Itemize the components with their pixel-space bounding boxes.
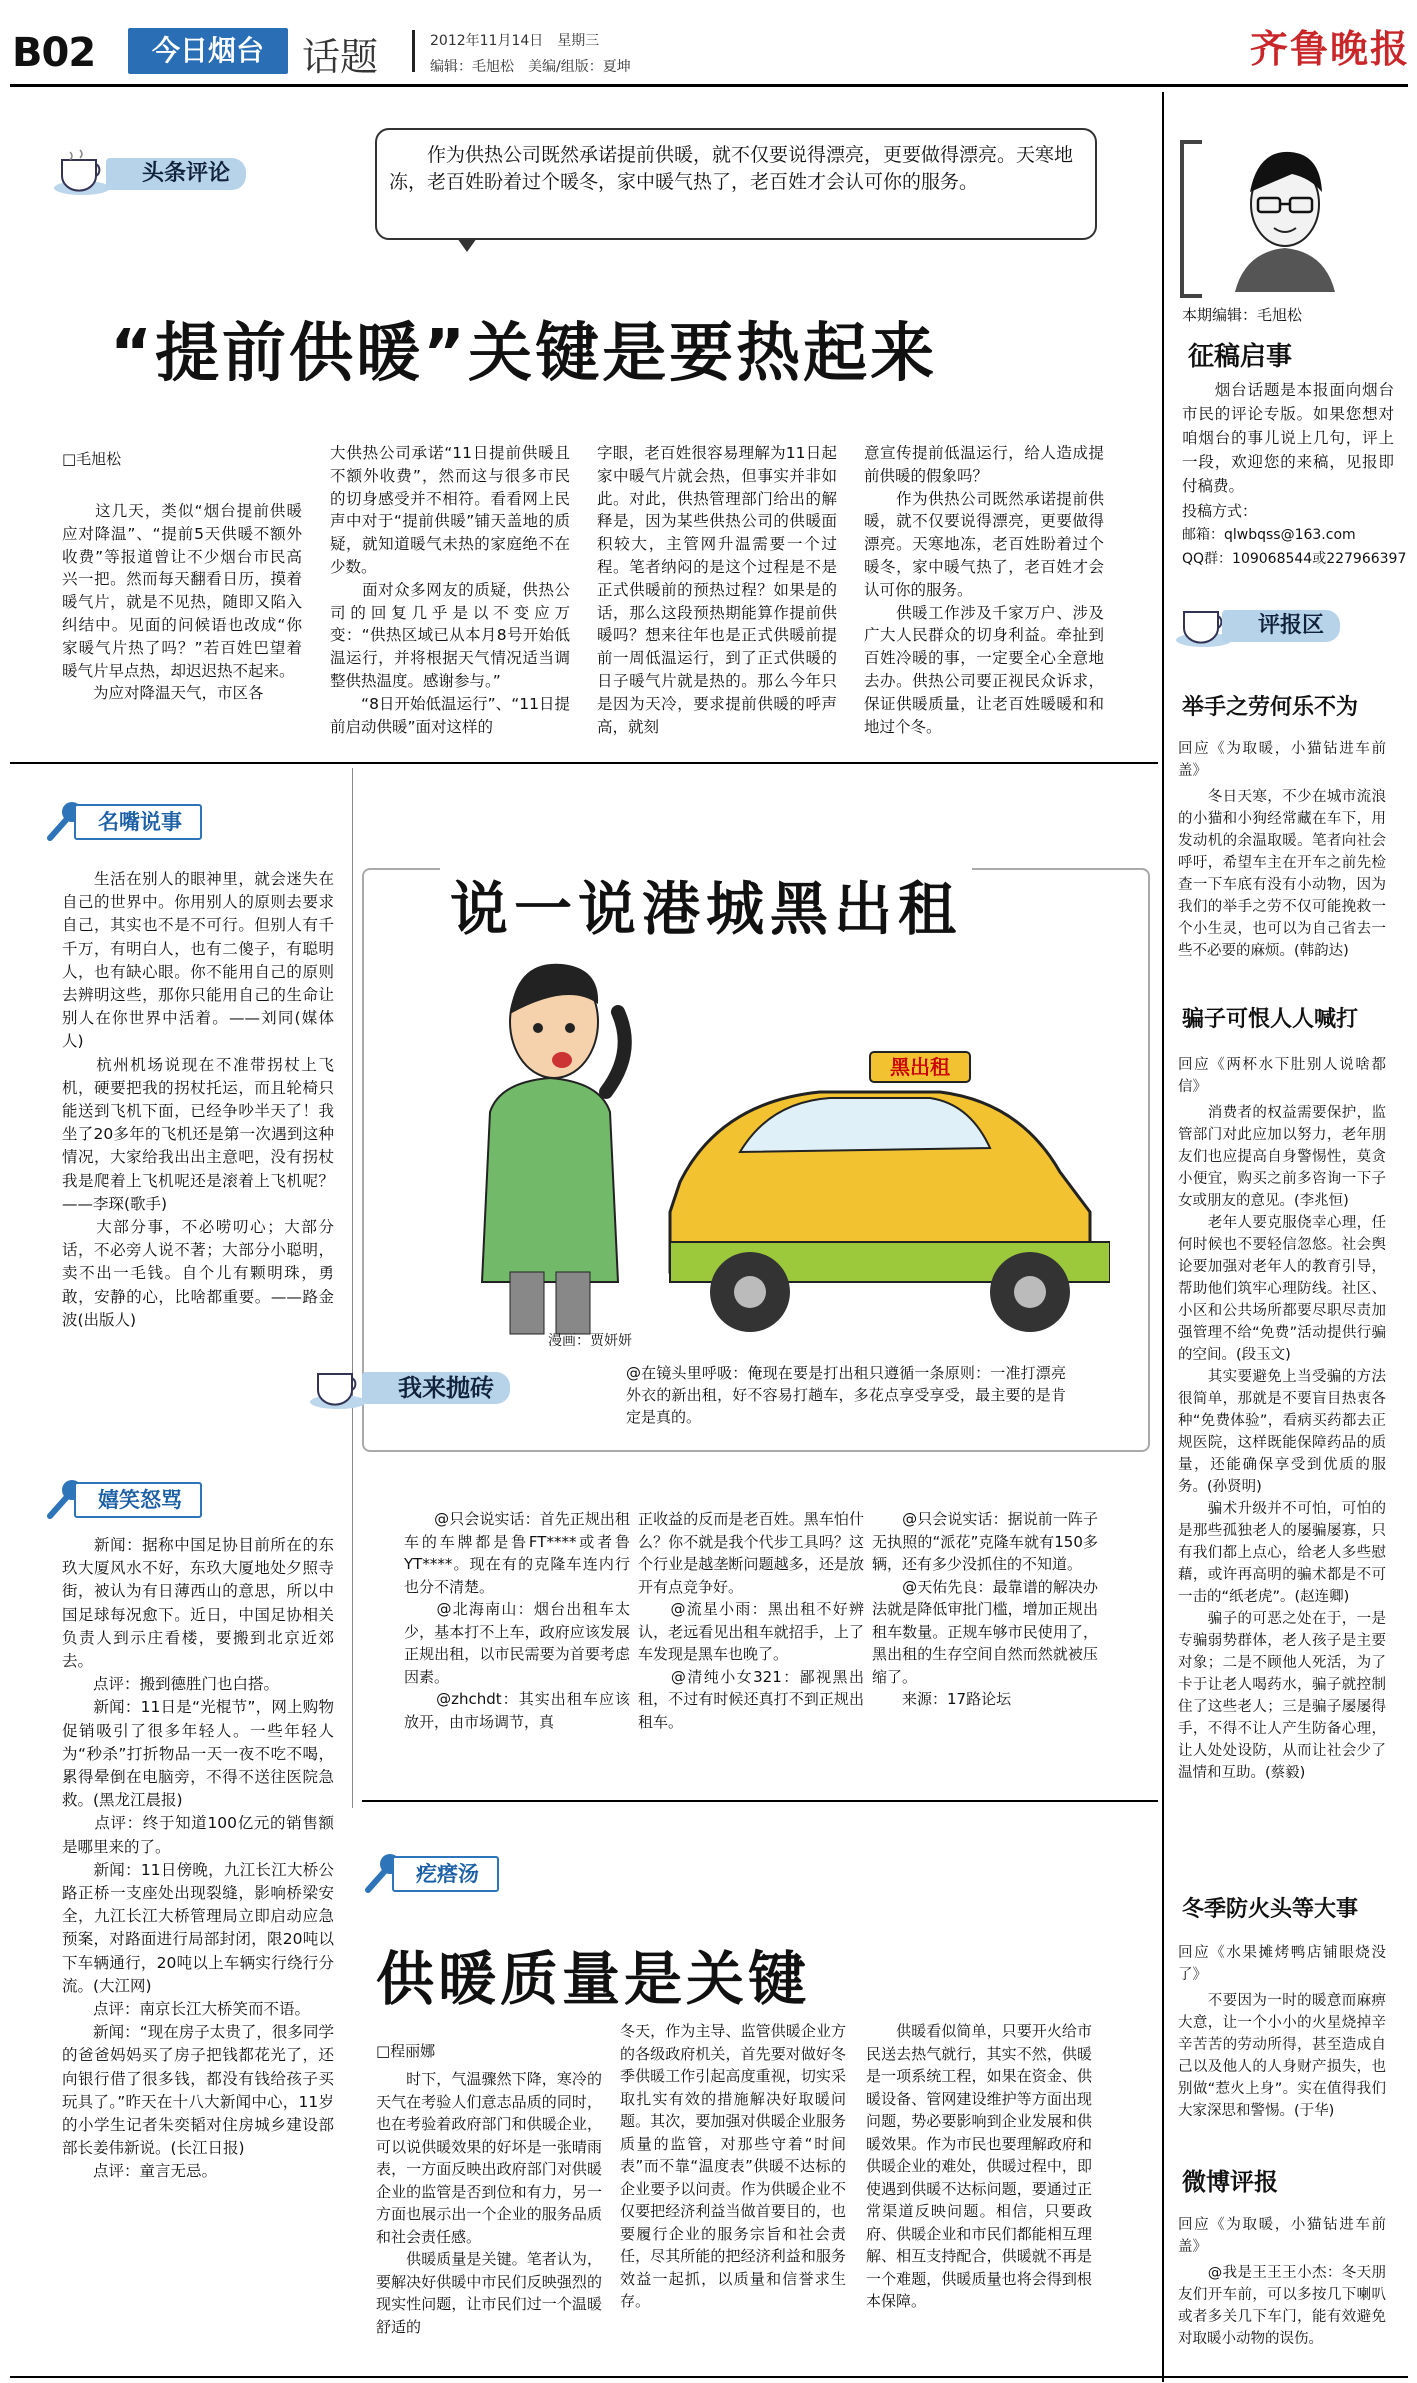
editor-portrait (1180, 132, 1396, 292)
section-rule (10, 762, 1158, 764)
heating-col-1: 时下，气温骤然下降，寒冷的天气在考验人们意志品质的同时，也在考验着政府部门和供暖企业，可以说供暖效果的好坏是一张晴雨表，一方面反映出政府部门对供暖企业的监管是否到位和有力，另一方面也展示出一个企业的服务品质和社会责任感。 供暖质量是关键。笔者认为，要解决好供暖中市民们反映强烈的现实性问题，让市民们过一个温暖舒适的 (376, 2070, 602, 2336)
heating-col-3: 供暖看似简单，只要开火给市民送去热气就行，其实不然，供暖是一项系统工程，如果在资金、供暖设备、管网建设维护等方面出现问题，势必要影响到企业发展和供暖效果。作为市民也要理解政府和供暖企业的难处，供暖过程中，即使遇到供暖不达标问题，要通过正常渠道反映问题。相信，只要政府、供暖企业和市民们都能相互理解、相互支持配合，供暖就不再是一个难题，供暖质量也将会得到根本保障。 (866, 2022, 1092, 2310)
review-body-3: 不要因为一时的暖意而麻痹大意，让一个小小的火星烧掉辛辛苦苦的劳动所得，甚至造成自己以及他人的人身财产损失，也别做“惹火上身”。实在值得我们大家深思和警惕。(于华) (1178, 1993, 1386, 2119)
taxi-quote: @在镜头里呼吸：俺现在要是打出租只遵循一条原则：一准打漂亮外衣的新出租，好不容易打趟车，多花点享受享受，最主要的是肯定是真的。 (626, 1364, 1066, 1426)
review-reply-1: 回应《为取暖，小猫钻进车前盖》 (1178, 741, 1386, 779)
solicit-title: 征稿启事 (1188, 342, 1293, 372)
review-title-2: 骗子可恨人人喊打 (1182, 1007, 1359, 1032)
taxi-col-1: @只会说实话：首先正规出租车的车牌都是鲁FT****或者鲁YT****。现在有的克隆车连内行也分不清楚。 @北海南山：烟台出租车太少，基本打不上车，政府应该发展正规出租，以市民需要为首要考虑因素。 @zhchdt：其实出租车应该放开，由市场调节，真 (404, 1510, 630, 1731)
review-body-4: @我是王王王小杰：冬天朋友们开车前，可以多按几下喇叭或者多关几下车门，能有效避免对取暖小动物的误伤。 (1178, 2265, 1386, 2347)
coffee-cup-icon (50, 148, 114, 196)
badge-gedatang (364, 1852, 564, 1894)
lead-col-1: 这几天，类似“烟台提前供暖应对降温”、“提前5天供暖不额外收费”等报道曾让不少烟台市民高兴一把。然而每天翻看日历，摸着暖气片，就是不见热，随即又陷入纠结中。见面的问候语也改成“你家暖气片热了吗？”若百姓巴望着暖气片早点热，却迟迟热不起来。 为应对降温天气，市区各 (62, 502, 302, 703)
review-reply-2: 回应《两杯水下肚别人说啥都信》 (1178, 1057, 1386, 1095)
review-body-1: 冬日天寒，不少在城市流浪的小猫和小狗经常藏在车下，用发动机的余温取暖。笔者向社会呼吁，希望车主在开车之前先检查一下车底有没有小动物，因为我们的举手之劳不仅可能挽救一个小生灵，也可以为自己省去一些不必要的麻烦。(韩韵达) (1178, 789, 1386, 959)
contact-label: 投稿方式： (1182, 502, 1258, 520)
badge-mingzui (46, 800, 246, 842)
sidebar-editor: 本期编辑：毛旭松 (1182, 306, 1303, 324)
badge-label: 评报区 (1222, 610, 1340, 642)
badge-toutiao (50, 148, 330, 196)
footer-rule (10, 2376, 1408, 2378)
xixiao-text: 新闻：据称中国足协目前所在的东玖大厦风水不好，东玖大厦地处夕照寺街，被认为有日薄西山的意思，所以中国足球每况愈下。近日，中国足协相关负责人到示庄看楼，要搬到北京近郊去。 点评：搬到德胜门也白搭。 新闻：11日是“光棍节”，网上购物促销吸引了很多年轻人。一些年轻人为“秒杀”打折物品一天一夜不吃不喝，累得晕倒在电脑旁，不得不送往医院急救。(黑龙江晨报) 点评：终于知道100亿元的销售额是哪里来的了。 新闻：11日傍晚，九江长江大桥公路正桥一支座处出现裂缝，影响桥梁安全，九江长江大桥管理局立即启动应急预案，对路面进行局部封闭，限20吨以下车辆通行，20吨以上车辆实行绕行分流。(大江网) 点评：南京长江大桥笑而不语。 新闻：“现在房子太贵了，很多同学的爸爸妈妈买了房子把钱都花光了，还向银行借了很多钱，都没有钱给孩子买玩具了。”昨天在十八大新闻中心，11岁的小学生记者朱奕韬对住房城乡建设部部长姜伟新说。(长江日报) 点评：童言无忌。 (62, 1536, 334, 2181)
badge-label: 疙瘩汤 (392, 1856, 499, 1892)
left-col-divider (352, 768, 353, 1808)
editor-avatar (1220, 132, 1350, 292)
coffee-cup-icon (306, 1362, 370, 1410)
review-title-1: 举手之劳何乐不为 (1182, 695, 1359, 720)
review-title-4: 微博评报 (1182, 2168, 1278, 2196)
cartoon-caption: 漫画：贾妍妍 (548, 1333, 632, 1349)
badge-pingbao (1172, 600, 1372, 648)
badge-label: 嬉笑怒骂 (74, 1482, 202, 1518)
header-rule (10, 84, 1408, 87)
sidebar-divider (1162, 92, 1164, 2382)
badge-label: 我来抛砖 (362, 1372, 510, 1404)
heating-byline: □程丽娜 (376, 2042, 436, 2060)
lead-summary: 作为供热公司既然承诺提前供暖，就不仅要说得漂亮，更要做得漂亮。天寒地冻，老百姓盼着过个暖冬，家中暖气热了，老百姓才会认可你的服务。 (389, 144, 1074, 193)
badge-label: 头条评论 (106, 158, 246, 190)
taxi-col-2: 正收益的反而是老百姓。黑车怕什么？你不就是我个代步工具吗？这个行业是越垄断问题越多，还是放开有点竞争好。 @流星小雨：黑出租不好辨认，老远看见出租车就招手，上了车发现是黑车也晚了。 @清纯小女321：鄙视黑出租，不过有时候还真打不到正规出租车。 (638, 1510, 864, 1731)
taxi-sign-text: 黑出租 (890, 1055, 950, 1079)
taxi-col-3: @只会说实话：据说前一阵子无执照的“派花”克隆车就有150多辆，还有多少没抓住的不知道。 @天佑先良：最靠谱的解决办法就是降低审批门槛，增加正规出租车数量。正规车够市民使用了，黑出租的生存空间自然而然就被压缩了。 来源：17路论坛 (872, 1510, 1098, 1708)
lead-col-3: 字眼，老百姓很容易理解为11日起家中暖气片就会热，但事实并非如此。对此，供热管理部门给出的解释是，因为某些供热公司的供暖面积较大，主管网升温需要一个过程。笔者纳闷的是这个过程是不是正式供暖前的预热过程？如果是的话，那么这段预热期能算作提前供暖吗？想来往年也是正式供暖前提前一周低温运行，到了正式供暖的日子暖气片就是热的。那么今年只是因为天冷，要求提前供暖的呼声高，就刻 (597, 444, 837, 736)
editors-line: 编辑：毛旭松 美编/组版：夏坤 (430, 59, 631, 75)
header-divider (412, 30, 415, 72)
review-reply-3: 回应《水果摊烤鸭店铺眼烧没了》 (1178, 1945, 1386, 1983)
review-title-3: 冬季防火头等大事 (1182, 1897, 1359, 1922)
column-name: 话题 (302, 35, 379, 79)
heating-col-2: 冬天，作为主导、监管供暖企业方的各级政府机关，首先要对做好冬季供暖工作引起高度重视，切实采取扎实有效的措施解决好取暖问题。其次，要加强对供暖企业服务质量的监管，对那些守着“时间表”而不靠“温度表”供暖不达标的企业要予以问责。作为供暖企业不仅要把经济利益当做首要目的，也要履行企业的服务宗旨和社会责任，尽其所能的把经济利益和服务效益一起抓，以质量和信誉求生存。 (620, 2022, 846, 2310)
badge-paozhuan (306, 1362, 606, 1410)
solicit-text: 烟台话题是本报面向烟台市民的评论专版。如果您想对咱烟台的事儿说上几句，评上一段，欢迎您的来稿，见报即付稿费。 (1182, 381, 1394, 495)
lead-col-4: 意宣传提前低温运行，给人造成提前供暖的假象吗？ 作为供热公司既然承诺提前供暖，就不仅要说得漂亮，更要做得漂亮。天寒地冻，老百姓盼着过个暖冬，家中暖气热了，老百姓才会认可你的服务。 供暖工作涉及千家万户、涉及广大人民群众的切身利益。牵扯到百姓冷暖的事，一定要全心全意地去办。供热公司要正视民众诉求，保证供暖质量，让老百姓暖暖和和地过个冬。 (864, 444, 1104, 736)
mingzui-text: 生活在别人的眼神里，就会迷失在自己的世界中。你用别人的原则去要求自己，其实也不是不可行。但别人有千千万，有明白人，也有二傻子，有聪明人，也有缺心眼。你不能用自己的原则去辨明这些，那你只能用自己的生命让别人在你世界中活着。——刘同(媒体人) 杭州机场说现在不准带拐杖上飞机，硬要把我的拐杖托运，而且轮椅只能送到飞机下面，已经争吵半天了！我坐了20多年的飞机还是第一次遇到这种情况，大家给我出出主意吧，没有拐杖我是爬着上飞机呢还是滚着上飞机呢？——李琛(歌手) 大部分事，不必唠叨心；大部分话，不必旁人说不著；大部分小聪明，卖不出一毛钱。自个儿有颗明珠，勇敢，安静的心，比啥都重要。——路金波(出版人) (62, 870, 334, 1329)
newspaper-logo: 齐鲁晚报 (1250, 26, 1411, 71)
lead-col-2: 大供热公司承诺“11日提前供暖且不额外收费”，然而这与很多市民的切身感受并不相符。看看网上民声中对于“提前供暖”铺天盖地的质疑，就知道暖气未热的家庭绝不在少数。 面对众多网友的质疑，供热公司的回复几乎是以不变应万变：“供热区域已从本月8号开始低温运行，并将根据天气情况适当调整供热温度。感谢参与。” “8日开始低温运行”、“11日提前启动供暖”面对这样的 (330, 444, 570, 736)
contact-qq: QQ群：109068544或227966397 (1182, 551, 1407, 567)
review-reply-4: 回应《为取暖，小猫钻进车前盖》 (1178, 2217, 1386, 2255)
taxi-title: 说一说港城黑出租 (440, 862, 972, 946)
lead-byline: □毛旭松 (62, 450, 122, 468)
lead-headline: “提前供暖”关键是要热起来 (110, 317, 938, 391)
date-line: 2012年11月14日 星期三 (430, 33, 600, 49)
section-tab: 今日烟台 (128, 28, 288, 74)
lead-summary-box (375, 128, 1097, 240)
taxi-cartoon (470, 952, 1110, 1352)
review-body-2: 消费者的权益需要保护，监管部门对此应加以努力，老年朋友们也应提高自身警惕性，莫贪小便宜，购买之前多咨询一下子女或朋友的意见。(李兆恒) 老年人要克服侥幸心理，任何时候也不要轻信忽悠。社会舆论要加强对老年人的教育引导，帮助他们筑牢心理防线。社区、小区和公共场所都要尽职尽责加强管理不给“免费”活动提供行骗的空间。(段玉文) 其实要避免上当受骗的方法很简单，那就是不要盲目热衷各种“免费体验”，看病买药都去正规医院，这样既能保障药品的质量，还能确保享受到优质的服务。(孙贤明) 骗术升级并不可怕，可怕的是那些孤独老人的屡骗屡寡，只有我们都上点心，给老人多些慰藉，或许再高明的骗术都是不可一击的“纸老虎”。(赵连卿) 骗子的可恶之处在于，一是专骗弱势群体，老人孩子是主要对象；二是不顾他人死活，为了卡于让老人喝药水，骗子就控制住了这些老人；三是骗子屡屡得手，不得不让人产生防备心理，让人处处设防，从而让社会少了温情和互助。(蔡毅) (1178, 1105, 1386, 1781)
badge-label: 名嘴说事 (74, 804, 202, 840)
section-rule-2 (362, 1800, 1158, 1802)
page-number: B02 (12, 30, 96, 76)
heating-headline: 供暖质量是关键 (376, 1945, 811, 2013)
badge-xixiao (46, 1478, 246, 1520)
contact-email[interactable]: 邮箱：qlwbqss@163.com (1182, 527, 1356, 543)
